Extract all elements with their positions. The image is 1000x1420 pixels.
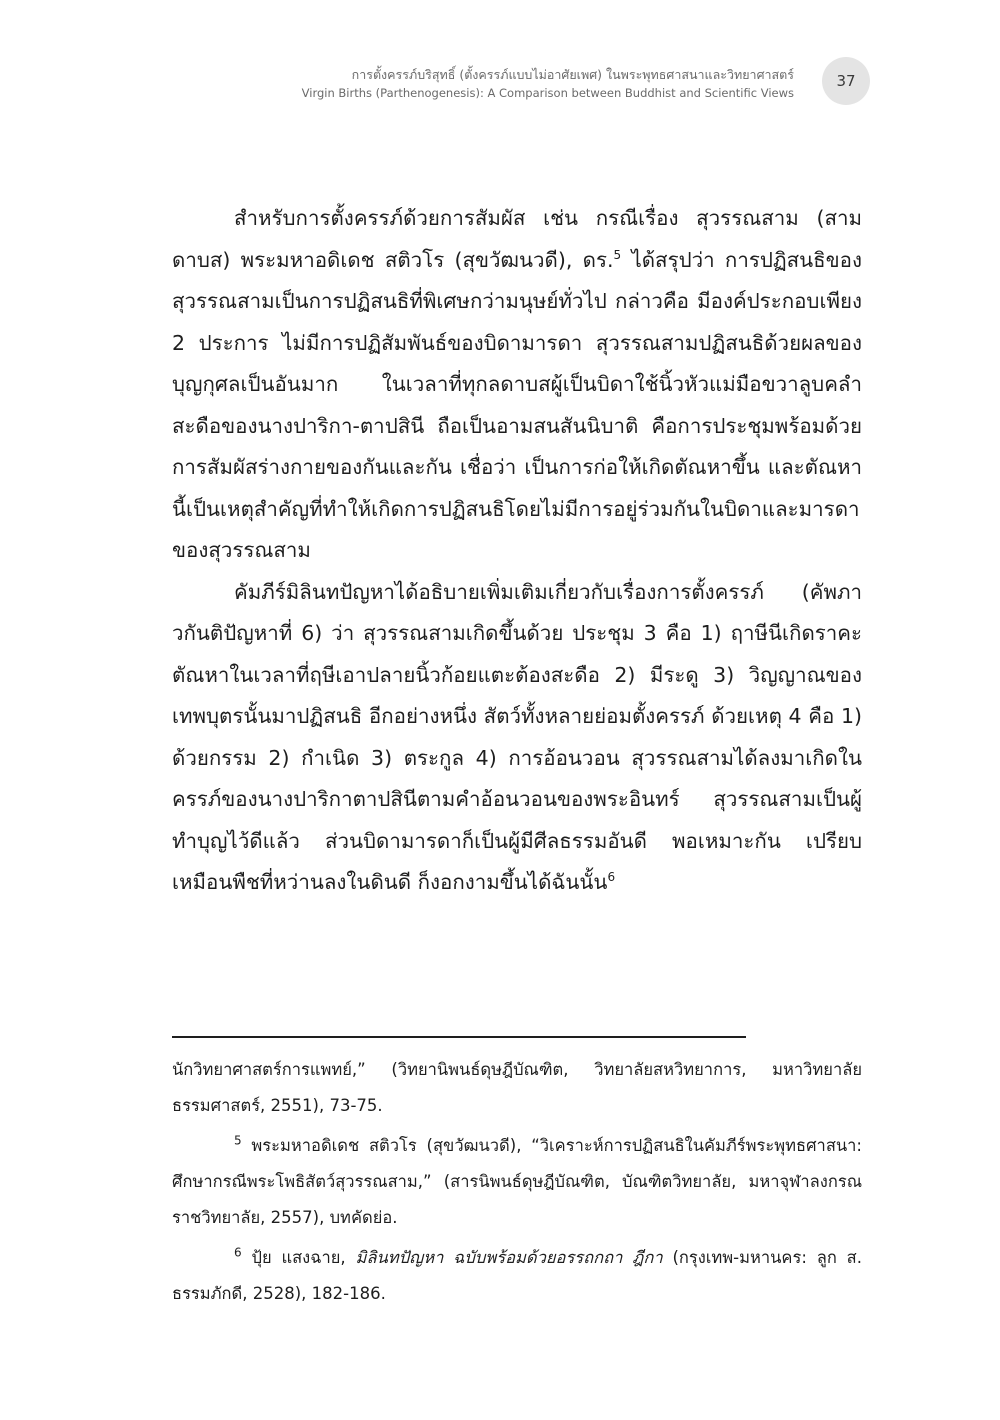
footnote-6-book-title: มิลินทปัญหา ฉบับพร้อมด้วยอรรถกถา ฎีกา bbox=[355, 1248, 663, 1267]
paragraph-2-text: คัมภีร์มิลินทปัญหาได้อธิบายเพิ่มเติมเกี่ยวกับเรื่องการตั้งครรภ์ (คัพภาวกันติปัญหาที่ 6) ว่า สุวรรณสามเกิดขึ้นด้วย ประชุม 3 คือ 1) ฤาษีนีเกิดราคะตัณหาในเวลาที่ฤษีเอาปลายนิ้วก้อยแตะต้องสะดือ 2) มีระดู 3) วิญญาณของเทพบุตรนั้นมาปฏิสนธิ อีกอย่างหนึ่ง สัตว์ทั้งหลายย่อมตั้งครรภ์ ด้วยเหตุ 4 คือ 1) ด้วยกรรม 2) กำเนิด 3) ตระกูล 4) การอ้อนวอน สุวรรณสามได้ลงมาเกิดในครรภ์ของนางปาริกาตาปสินีตามคำอ้อนวอนของพระอินทร์ สุวรรณสามเป็นผู้ทำบุญไว้ดีแล้ว ส่วนบิดามารดาก็เป็นผู้มีศีลธรรมอันดี พอเหมาะกัน เปรียบเหมือนพืชที่หว่านลงในดินดี ก็งอกงามขึ้นได้ฉันนั้น bbox=[172, 579, 862, 894]
footnote-5 bbox=[172, 1128, 862, 1236]
paragraph-1-text: สำหรับการตั้งครรภ์ด้วยการสัมผัส เช่น กรณีเรื่อง สุวรรณสาม (สามดาบส) พระมหาอดิเดช สติวโร (สุขวัฒนวดี), ดร. bbox=[172, 206, 862, 272]
footnote-6-publication: (กรุงเทพ-มหานคร: ลูก ส. ธรรมภักดี, 2528), 182-186. bbox=[172, 1248, 862, 1303]
footnote-divider bbox=[172, 1036, 746, 1038]
footnote-5-text: พระมหาอดิเดช สติวโร (สุขวัฒนวดี), “วิเคราะห์การปฏิสนธิในคัมภีร์พระพุทธศาสนา: ศึกษากรณีพระโพธิสัตว์สุวรรณสาม,” (สารนิพนธ์ดุษฎีบัณฑิต, บัณฑิตวิทยาลัย, มหาจุฬาลงกรณราชวิทยาลัย, 2557), บทคัดย่อ. bbox=[172, 1136, 862, 1227]
running-header-title-thai: การตั้งครรภ์บริสุทธิ์ (ตั้งครรภ์แบบไม่อาศัยเพศ) ในพระพุทธศาสนาและวิทยาศาสตร์ bbox=[351, 67, 794, 82]
body-text bbox=[172, 198, 862, 904]
footnote-6-number: 6 bbox=[234, 1245, 242, 1260]
paragraph-1-text-cont: ได้สรุปว่า การปฏิสนธิของสุวรรณสามเป็นการปฏิสนธิที่พิเศษกว่ามนุษย์ทั่วไป กล่าวคือ มีองค์ประกอบเพียง 2 ประการ ไม่มีการปฏิสัมพันธ์ของบิดามารดา สุวรรณสามปฏิสนธิด้วยผลของบุญกุศลเป็นอันมาก ในเวลาที่ทุกลดาบสผู้เป็นบิดาใช้นิ้วหัวแม่มือขวาลูบคลำสะดือของนางปาริกา-ตาปสินี ถือเป็นอามสนสันนิบาติ คือการประชุมพร้อมด้วยการสัมผัสร่างกายของกันและกัน เชื่อว่า เป็นการก่อให้เกิดตัณหาขึ้น และตัณหานี้เป็นเหตุสำคัญที่ทำให้เกิดการปฏิสนธิโดยไม่มีการอยู่ร่วมกันในบิดาและมารดาของสุวรรณสาม bbox=[172, 247, 862, 562]
running-header-title-english: Virgin Births (Parthenogenesis): A Comparison between Buddhist and Scientific Views bbox=[301, 86, 794, 100]
running-header bbox=[302, 66, 794, 102]
page-number-badge: 37 bbox=[822, 57, 870, 105]
footnote-6-author: ปุ้ย แสงฉาย, bbox=[241, 1248, 356, 1267]
paragraph-1 bbox=[172, 198, 862, 572]
footnote-ref-6: 6 bbox=[607, 870, 616, 885]
footnote-5-number: 5 bbox=[234, 1133, 242, 1148]
footnotes bbox=[172, 1052, 862, 1316]
footnote-continuation: นักวิทยาศาสตร์การแพทย์,” (วิทยานิพนธ์ดุษฎีบัณฑิต, วิทยาลัยสหวิทยาการ, มหาวิทยาลัยธรรมศาสตร์, 2551), 73-75. bbox=[172, 1060, 862, 1115]
footnote-6 bbox=[172, 1240, 862, 1312]
paragraph-2 bbox=[172, 572, 862, 904]
footnote-ref-5: 5 bbox=[613, 247, 622, 262]
